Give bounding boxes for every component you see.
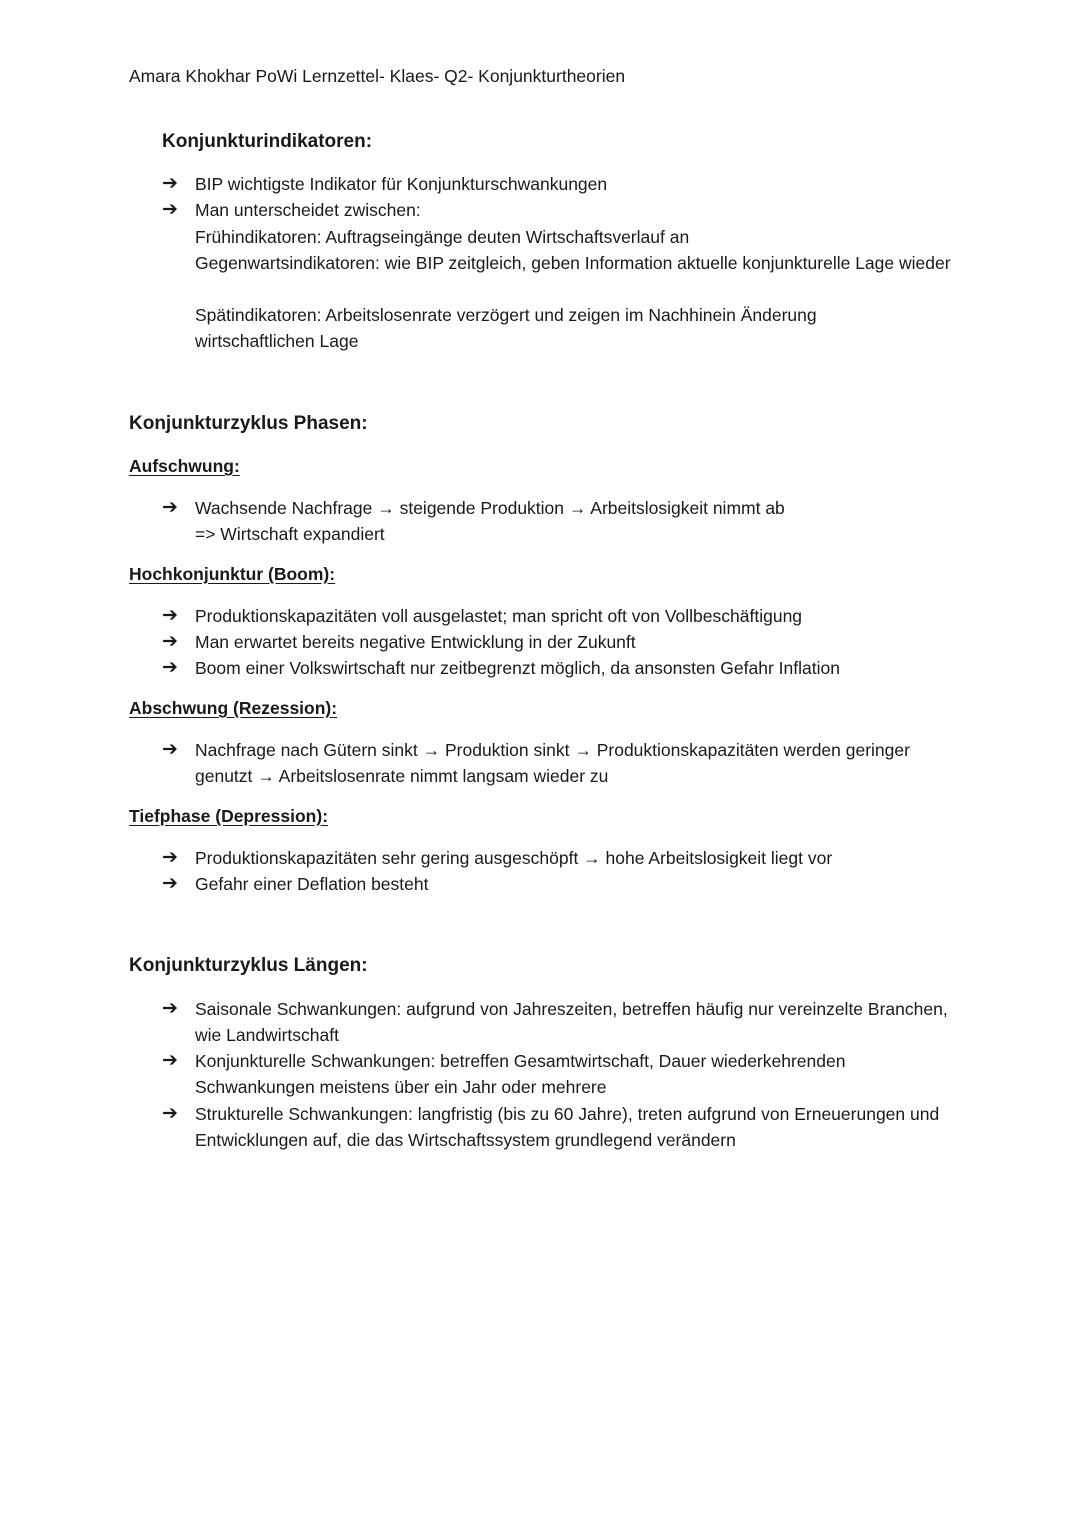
arrow-icon: ➔ bbox=[162, 998, 178, 1019]
list-item: ➔ Wachsende Nachfrage → steigende Produktion → Arbeitslosigkeit nimmt ab bbox=[162, 495, 962, 521]
list-item: ➔ Man erwartet bereits negative Entwicklung in der Zukunft bbox=[162, 629, 962, 655]
arrow-icon: ➔ bbox=[162, 497, 178, 518]
subsection-title-boom: Hochkonjunktur (Boom): bbox=[129, 564, 336, 584]
list-item: ➔ Boom einer Volkswirtschaft nur zeitbegrenzt möglich, da ansonsten Gefahr Inflation bbox=[162, 655, 962, 681]
section-title-lengths: Konjunkturzyklus Längen: bbox=[129, 955, 368, 976]
list-item: ➔ Saisonale Schwankungen: aufgrund von Jahreszeiten, betreffen häufig nur vereinzelte Branchen, wie Landwirtschaft bbox=[162, 998, 948, 1045]
subsection-title-abschwung: Abschwung (Rezession): bbox=[129, 698, 338, 718]
subsection-title-aufschwung: Aufschwung: bbox=[129, 456, 240, 476]
indicator-line: Spätindikatoren: Arbeitslosenrate verzögert und zeigen im Nachhinein Änderung wirtschaftlichen Lage bbox=[195, 305, 817, 351]
list-item: ➔ Produktionskapazitäten sehr gering ausgeschöpft → hohe Arbeitslosigkeit liegt vor bbox=[162, 845, 962, 871]
section-title-indicators: Konjunkturindikatoren: bbox=[162, 131, 373, 152]
arrow-icon: ➔ bbox=[162, 1103, 178, 1124]
arrow-icon: ➔ bbox=[162, 873, 178, 894]
indicator-line: Frühindikatoren: Auftragseingänge deuten Wirtschaftsverlauf an bbox=[195, 227, 690, 247]
page-header: Amara Khokhar PoWi Lernzettel- Klaes- Q2- Konjunkturtheorien bbox=[129, 66, 626, 86]
arrow-icon: ➔ bbox=[162, 173, 178, 194]
section-title-phases: Konjunkturzyklus Phasen: bbox=[129, 413, 368, 434]
list-item: ➔ Produktionskapazitäten voll ausgelastet; man spricht oft von Vollbeschäftigung bbox=[162, 603, 962, 629]
list-item: ➔ Nachfrage nach Gütern sinkt → Produktion sinkt → Produktionskapazitäten werden geringer genutzt → Arbeitslosenrate nimmt langsam wieder zu bbox=[162, 739, 910, 786]
arrow-icon: ➔ bbox=[162, 739, 178, 760]
conclusion-line: => Wirtschaft expandiert bbox=[195, 524, 385, 544]
list-item: ➔ Gefahr einer Deflation besteht bbox=[162, 871, 962, 897]
arrow-icon: ➔ bbox=[162, 199, 178, 220]
arrow-icon: ➔ bbox=[162, 657, 178, 678]
list-item: ➔ Strukturelle Schwankungen: langfristig (bis zu 60 Jahre), treten aufgrund von Erneuerungen und Entwicklungen auf, die das Wirtschaftssystem grundlegend verändern bbox=[162, 1103, 940, 1150]
arrow-icon: ➔ bbox=[162, 631, 178, 652]
list-item: ➔ Konjunkturelle Schwankungen: betreffen Gesamtwirtschaft, Dauer wiederkehrenden Schwankungen meistens über ein Jahr oder mehrere bbox=[162, 1050, 846, 1097]
subsection-title-tiefphase: Tiefphase (Depression): bbox=[129, 806, 329, 826]
list-item: ➔ BIP wichtigste Indikator für Konjunkturschwankungen bbox=[162, 171, 962, 197]
indicator-line: Gegenwartsindikatoren: wie BIP zeitgleich, geben Information aktuelle konjunkturelle Lage wieder bbox=[195, 253, 951, 273]
arrow-icon: ➔ bbox=[162, 605, 178, 626]
list-item: ➔ Man unterscheidet zwischen: bbox=[162, 197, 962, 223]
arrow-icon: ➔ bbox=[162, 1050, 178, 1071]
arrow-icon: ➔ bbox=[162, 847, 178, 868]
